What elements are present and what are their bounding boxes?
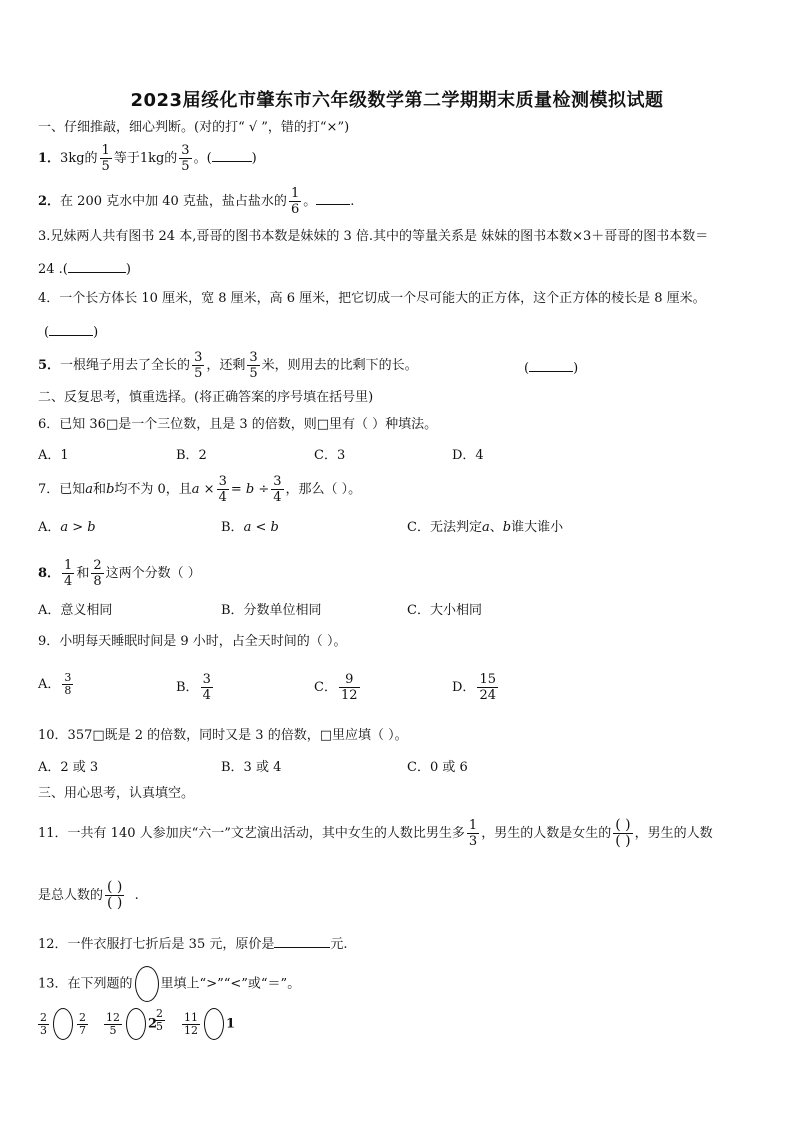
fraction <box>477 672 498 703</box>
question-text: 在 200 克水中加 40 克盐，盐占盐水的 <box>60 194 287 209</box>
question-11-line-1 <box>38 818 713 849</box>
question-text: 24 .( <box>38 262 68 277</box>
oval-icon <box>135 966 159 1002</box>
option-label: A． <box>38 677 61 692</box>
expression: = b ÷ <box>230 482 270 497</box>
q6-option-a[interactable]: A．1 <box>38 448 69 463</box>
denominator: 5 <box>104 1024 122 1037</box>
answer-blank[interactable] <box>49 323 93 336</box>
question-5-answer <box>524 359 578 377</box>
numerator: 9 <box>345 672 354 687</box>
denominator-blank[interactable]: ( ) <box>107 895 123 911</box>
question-text: . <box>134 888 139 903</box>
option-label: C．无法判定 <box>407 520 482 535</box>
q6-option-c[interactable]: C．3 <box>314 448 346 463</box>
question-text: 米，则用去的比剩下的长。 <box>261 358 418 373</box>
question-text: 和 <box>76 566 90 581</box>
question-8 <box>38 558 201 589</box>
question-12 <box>38 935 348 953</box>
fraction <box>104 1012 122 1037</box>
question-text: ，还剩 <box>206 358 246 373</box>
option-expression: a < b <box>243 520 279 535</box>
denominator: 5 <box>249 366 258 381</box>
option-label: C． <box>314 680 337 695</box>
denominator: 5 <box>101 159 110 174</box>
question-3-line-2 <box>38 260 131 278</box>
question-text: 。 <box>303 194 317 209</box>
option-label: B． <box>176 680 199 695</box>
denominator: 8 <box>93 574 102 589</box>
numerator: 11 <box>184 1010 198 1024</box>
question-text: ( <box>524 361 530 376</box>
question-text: 和 <box>93 482 107 497</box>
compare-oval[interactable] <box>53 1008 73 1040</box>
fraction <box>154 1008 165 1033</box>
numerator: 3 <box>194 350 203 365</box>
question-text: ( <box>44 325 50 340</box>
question-5 <box>38 350 418 381</box>
q6-option-b[interactable]: B．2 <box>176 448 207 463</box>
question-text: 等于1kg的 <box>113 151 178 166</box>
numerator: 3 <box>64 671 72 684</box>
denominator: 3 <box>468 834 478 849</box>
denominator-blank[interactable]: ( ) <box>615 833 631 849</box>
question-9: 9．小明每天睡眠时间是 9 小时，占全天时间的（ ）。 <box>38 634 347 649</box>
question-4-line-1: 4．一个长方体长 10 厘米，宽 8 厘米，高 6 厘米，把它切成一个尽可能大的正方体，这个正方体的棱长是 8 厘米。 <box>38 291 706 306</box>
question-text: 一根绳子用去了全长的 <box>60 358 191 373</box>
question-text: 里填上“>”“<”或“＝”。 <box>160 976 301 992</box>
fraction <box>467 818 479 849</box>
q10-option-a[interactable]: A．2 或 3 <box>38 760 99 775</box>
fraction <box>247 350 259 381</box>
q7-option-a[interactable] <box>38 520 96 536</box>
question-text: ) <box>251 151 257 166</box>
numerator: 2 <box>79 1010 86 1024</box>
expression: a × <box>191 482 215 497</box>
question-number: 2． <box>38 194 61 209</box>
question-11-line-2 <box>38 880 139 911</box>
option-text: 、 <box>489 520 503 535</box>
answer-blank[interactable] <box>529 359 573 372</box>
fraction <box>38 1012 49 1037</box>
answer-blank[interactable] <box>274 935 330 948</box>
fraction <box>62 558 74 589</box>
question-text: ，那么（ ）。 <box>285 482 362 497</box>
denominator: 4 <box>273 490 282 505</box>
numerator: 3 <box>181 143 190 158</box>
denominator: 5 <box>156 1020 163 1033</box>
section-3-heading: 三、用心思考，认真填空。 <box>38 786 195 801</box>
fraction <box>201 672 213 703</box>
numerator: 2 <box>156 1007 163 1020</box>
denominator: 6 <box>290 202 300 217</box>
question-text: 均不为 0，且 <box>114 482 192 497</box>
denominator: 3 <box>40 1023 47 1037</box>
fraction <box>77 1012 88 1037</box>
fraction <box>179 143 191 174</box>
page-title: 2023届绥化市肇东市六年级数学第二学期期末质量检测模拟试题 <box>130 90 664 111</box>
question-10: 10．357□既是 2 的倍数，同时又是 3 的倍数，□里应填（ ）。 <box>38 728 408 743</box>
fraction <box>100 143 112 174</box>
answer-blank[interactable] <box>316 192 350 205</box>
option-expression: a > b <box>60 520 96 535</box>
fraction <box>62 672 73 697</box>
numerator: 3 <box>273 474 282 489</box>
section-2-heading: 二、反复思考，慎重选择。(将正确答案的序号填在括号里) <box>38 390 374 405</box>
numerator: 15 <box>479 672 496 687</box>
numerator: 2 <box>40 1010 47 1024</box>
denominator: 8 <box>64 684 72 697</box>
variable-a: a <box>85 482 94 497</box>
section-1-heading: 一、仔细推敲，细心判断。(对的打“ √ ”，错的打“×”) <box>38 120 350 135</box>
numerator: 1 <box>64 558 73 573</box>
q13-item-4 <box>180 1008 235 1040</box>
q13-item-2 <box>102 1008 157 1040</box>
denominator: 4 <box>64 574 73 589</box>
fraction <box>217 474 229 505</box>
question-number: 1． <box>38 151 61 166</box>
question-7 <box>38 474 361 505</box>
numerator: 1 <box>290 186 300 201</box>
q8-option-b[interactable]: B．分数单位相同 <box>221 603 322 618</box>
question-13 <box>38 966 300 1002</box>
denominator: 4 <box>202 688 211 703</box>
compare-value: 1 <box>226 1016 236 1032</box>
q13-item-3 <box>152 1008 167 1033</box>
q9-option-a[interactable] <box>38 672 75 697</box>
variable-b: b <box>502 520 512 535</box>
numerator-blank[interactable]: ( ) <box>615 817 631 833</box>
q9-option-c[interactable] <box>314 672 362 703</box>
question-text: ) <box>93 325 99 340</box>
q8-option-a[interactable]: A．意义相同 <box>38 603 113 618</box>
option-text: 谁大谁小 <box>511 520 564 535</box>
question-text: 。( <box>193 151 212 166</box>
variable-a: a <box>481 520 490 535</box>
compare-value: 2 <box>148 1016 158 1032</box>
option-label: D． <box>452 680 476 695</box>
option-label: A． <box>38 520 61 535</box>
answer-fraction[interactable] <box>613 818 632 849</box>
fraction <box>339 672 360 703</box>
denominator: 7 <box>79 1023 86 1037</box>
numerator: 3 <box>202 672 211 687</box>
question-text: ，男生的人数是女生的 <box>481 826 612 841</box>
denominator: 4 <box>218 490 227 505</box>
question-2: 2．在 200 克水中加 40 克盐，盐占盐水的 $\frac{1}{6}$ 。 . <box>38 186 355 217</box>
numerator: 2 <box>93 558 102 573</box>
fraction <box>289 186 301 217</box>
variable-b: b <box>106 482 115 497</box>
q9-option-b[interactable] <box>176 672 215 703</box>
fraction <box>192 350 204 381</box>
numerator: 3 <box>249 350 258 365</box>
question-text: 这两个分数（ ） <box>105 566 201 581</box>
question-text: 是总人数的 <box>38 888 104 903</box>
question-3-line-1: 3.兄妹两人共有图书 24 本,哥哥的图书本数是妹妹的 3 倍.其中的等量关系是 妹妹的图书本数×3＋哥哥的图书本数＝ <box>38 229 709 244</box>
denominator: 5 <box>181 159 190 174</box>
q13-item-1 <box>36 1008 90 1040</box>
question-text: 元. <box>330 937 348 952</box>
answer-fraction[interactable] <box>105 880 124 911</box>
fraction <box>91 558 103 589</box>
q6-option-d[interactable]: D．4 <box>452 448 484 463</box>
numerator: 1 <box>468 818 478 833</box>
q8-option-c[interactable]: C．大小相同 <box>407 603 482 618</box>
answer-blank[interactable] <box>68 260 126 273</box>
question-text: 11．一共有 140 人参加庆“六一”文艺演出活动，其中女生的人数比男生多 <box>38 826 465 841</box>
compare-oval[interactable] <box>204 1008 224 1040</box>
q10-option-b[interactable]: B．3 或 4 <box>221 760 282 775</box>
q7-option-c[interactable] <box>407 520 563 536</box>
denominator: 12 <box>340 688 358 703</box>
numerator: 1 <box>101 143 110 158</box>
option-label: B． <box>221 520 244 535</box>
numerator-blank[interactable]: ( ) <box>107 879 123 895</box>
question-text: ) <box>573 361 579 376</box>
question-text: 7．已知 <box>38 482 86 497</box>
denominator: 5 <box>194 366 203 381</box>
answer-blank[interactable] <box>212 149 252 162</box>
numerator: 3 <box>218 474 227 489</box>
denominator: 12 <box>184 1023 198 1037</box>
fraction <box>182 1012 200 1037</box>
question-number: 5． <box>38 358 61 373</box>
numerator: 12 <box>106 1010 120 1024</box>
question-1 <box>38 143 257 174</box>
question-text: 12．一件衣服打七折后是 35 元，原价是 <box>38 937 275 952</box>
question-4-line-2 <box>44 323 98 341</box>
question-text: 13．在下列题的 <box>38 976 133 992</box>
compare-oval[interactable] <box>126 1008 146 1040</box>
fraction <box>271 474 283 505</box>
question-text: ，男生的人数 <box>634 826 713 841</box>
denominator: 24 <box>479 688 496 703</box>
question-text: ) <box>125 262 131 277</box>
q9-option-d[interactable] <box>452 672 500 703</box>
question-number: 8． <box>38 566 61 581</box>
q10-option-c[interactable]: C．0 或 6 <box>407 760 468 775</box>
q7-option-b[interactable] <box>221 520 279 536</box>
question-6: 6．已知 36□是一个三位数，且是 3 的倍数，则□里有（ ）种填法。 <box>38 417 438 432</box>
question-text: 3kg的 <box>60 151 98 166</box>
